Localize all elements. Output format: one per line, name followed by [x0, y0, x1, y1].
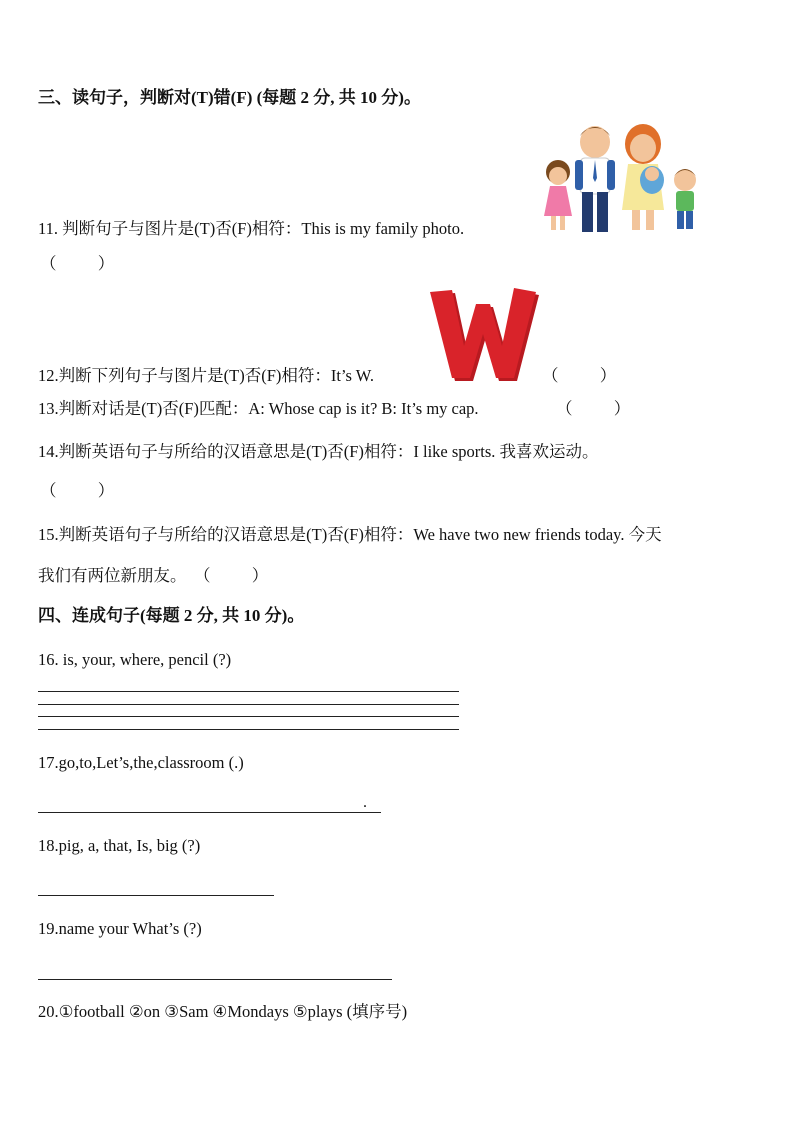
- q15-text-line2: 我们有两位新朋友。: [38, 566, 187, 585]
- q14-answer-parens[interactable]: （ ）: [40, 481, 115, 500]
- girl-figure: [544, 160, 572, 230]
- q17-period: .: [363, 794, 367, 811]
- q13-answer-parens[interactable]: （ ）: [556, 399, 631, 418]
- q16-answer-line-1[interactable]: [38, 691, 459, 692]
- q11-text: 11. 判断句子与图片是(T)否(F)相符：This is my family photo.: [38, 219, 465, 238]
- q16-answer-line-2[interactable]: [38, 704, 459, 705]
- q12-text: 12.判断下列句子与图片是(T)否(F)相符：It’s W.: [38, 366, 374, 385]
- q15-answer-parens[interactable]: （ ）: [194, 566, 269, 585]
- q14-text: 14.判断英语句子与所给的汉语意思是(T)否(F)相符：I like sports. 我喜欢运动。: [38, 442, 599, 461]
- boy-figure: [674, 169, 696, 229]
- q16-text: 16. is, your, where, pencil (?): [38, 650, 232, 669]
- q19-text: 19.name your What’s (?): [38, 919, 202, 938]
- q16-answer-line-3[interactable]: [38, 716, 459, 717]
- q20-text: 20.①football ②on ③Sam ④Mondays ⑤plays (填序号): [38, 1002, 408, 1021]
- letter-w-image: [426, 284, 540, 384]
- q18-answer-line[interactable]: [38, 895, 274, 896]
- family-photo-image: [540, 122, 718, 236]
- section3-title: 三、读句子，判断对(T)错(F) (每题 2 分, 共 10 分)。: [38, 88, 421, 107]
- q17-answer-line[interactable]: [38, 812, 381, 813]
- q17-text: 17.go,to,Let’s,the,classroom (.): [38, 753, 244, 772]
- q13-text: 13.判断对话是(T)否(F)匹配：A: Whose cap is it? B: It’s my cap.: [38, 399, 479, 418]
- section4-title: 四、连成句子(每题 2 分, 共 10 分)。: [38, 606, 305, 625]
- q11-answer-parens[interactable]: （ ）: [40, 254, 115, 273]
- dad-figure: [575, 126, 615, 232]
- q19-answer-line[interactable]: [38, 979, 392, 980]
- q15-text-line1: 15.判断英语句子与所给的汉语意思是(T)否(F)相符：We have two new friends today. 今天: [38, 525, 662, 544]
- q12-answer-parens[interactable]: （ ）: [542, 366, 617, 385]
- q18-text: 18.pig, a, that, Is, big (?): [38, 836, 201, 855]
- q16-answer-line-4[interactable]: [38, 729, 459, 730]
- mom-figure: [622, 124, 664, 230]
